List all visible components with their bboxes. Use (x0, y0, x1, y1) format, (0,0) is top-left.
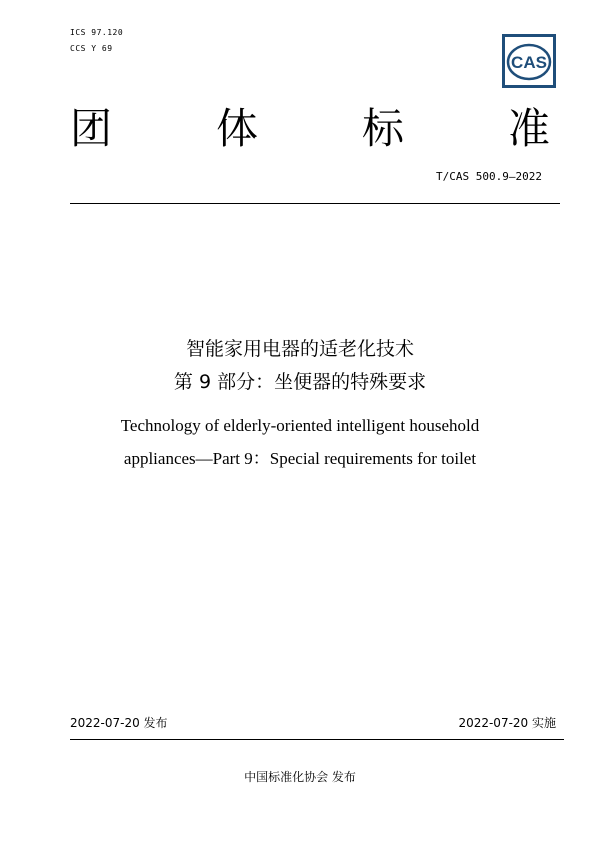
header-divider (70, 203, 560, 204)
ics-code: ICS 97.120 (70, 28, 124, 37)
cas-logo-icon (502, 34, 556, 88)
en-title-line-2: appliances—Part 9：Special requirements for toilet (123, 449, 477, 468)
standard-number: T/CAS 500.9—2022 (436, 170, 542, 183)
issue-date: 2022-07-20 发布 (70, 716, 168, 730)
cn-title-line-2: 第 9 部分：坐便器的特殊要求 (173, 371, 427, 393)
implementation-date: 2022-07-20 实施 (458, 716, 556, 730)
publisher: 中国标准化协会 发布 (244, 770, 356, 784)
en-title-line-1: Technology of elderly-oriented intelligent household (120, 416, 480, 435)
doc-type-char-3: 标 (362, 104, 405, 153)
doc-type-char-2: 体 (216, 104, 259, 153)
doc-type-char-4: 准 (508, 104, 551, 153)
footer-divider (70, 739, 564, 740)
cn-title-line-1: 智能家用电器的适老化技术 (185, 338, 414, 360)
cas-logo-text: CAS (511, 53, 547, 72)
ccs-code: CCS Y 69 (70, 44, 113, 53)
doc-type-char-1: 团 (70, 104, 113, 153)
